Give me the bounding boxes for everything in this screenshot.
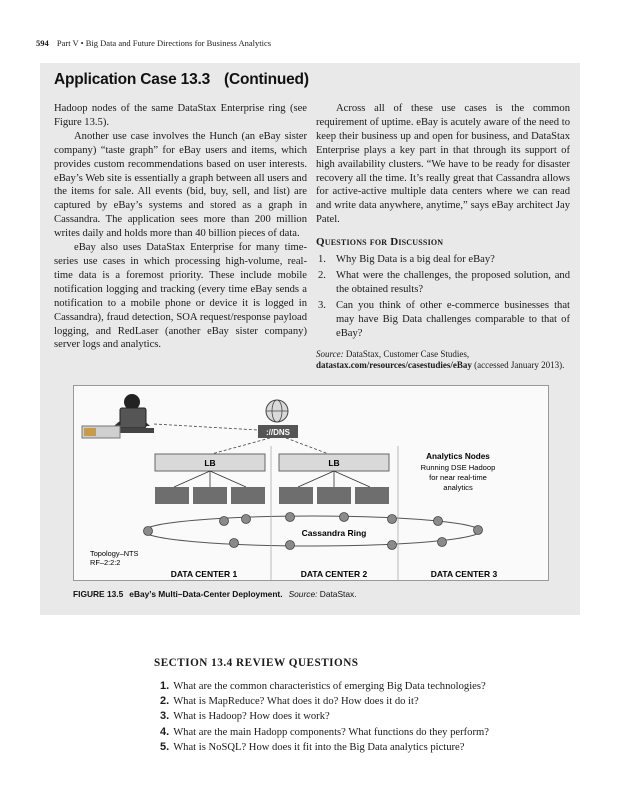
review-item [154,679,594,694]
review-item [154,740,594,755]
review-number: 4. [160,725,170,738]
questions-list [316,253,570,340]
topology-line1: Topology–NTS [90,549,139,558]
case-paragraph: Across all of these use cases is the common requirement of uptime. eBay is acutely aware of the need to keep their business up and open for business, and DataStax Enterprise plays a key part in that through its support of high availability clusters. “We have to be ready for disaster recovery all the time. It’s really great that Cassandra allows for active-active multiple data centers where we can read and write data anywhere, anytime,” says eBay architect Jay Patel. [316,103,570,226]
analytics-sub3: analytics [443,483,473,492]
data-center-2-label: DATA CENTER 2 [300,569,368,579]
review-item [154,709,594,724]
data-center-3-label: DATA CENTER 3 [430,569,498,579]
source-link[interactable]: datastax.com/resources/casestudies/eBay [316,360,472,370]
review-item [154,725,594,740]
review-text: What are the main Hadopp components? What functions do they perform? [173,726,489,738]
review-item [154,694,594,709]
server [355,487,389,504]
data-center-1-label: DATA CENTER 1 [170,569,238,579]
source-label: Source: [316,348,344,359]
question-item [316,299,570,341]
running-header [36,38,271,48]
case-left-column [54,102,307,352]
user-laptop-icon [82,394,154,438]
lb2-label: LB [328,458,340,468]
figure-label: FIGURE 13.5 [73,589,124,599]
running-head-text: Part V • Big Data and Future Directions for Business Analytics [56,38,272,48]
server [193,487,227,504]
analytics-title: Analytics Nodes [426,452,490,461]
source-text: DataStax, Customer Case Studies, [343,348,470,359]
source-accessed: (accessed January 2013). [471,360,565,370]
question-text: Why Big Data is a big deal for eBay? [336,254,495,266]
review-number: 2. [160,695,170,708]
case-continued: (Continued) [224,71,309,88]
review-list [154,679,594,755]
review-text: What are the common characteristics of emerging Big Data technologies? [173,681,486,692]
topology-line2: RF–2:2:2 [90,558,121,567]
figure-multi-datacenter [73,385,549,581]
case-paragraph: Hadoop nodes of the same DataStax Enterprise ring (see Figure 13.5). [54,103,307,128]
question-text: Can you think of other e-commerce businesses that may have Big Data challenges comparable to that of eBay? [336,299,570,339]
ring-label: Cassandra Ring [301,528,367,538]
deployment-diagram [74,386,550,582]
caption-title: eBay’s Multi–Data-Center Deployment. [129,589,283,599]
case-title-text: Application Case 13.3 [54,71,211,88]
case-paragraph: Another use case involves the Hunch (an eBay sister company) “taste graph” for eBay users and items, which provides custom recommendations based on user interests. eBay’s Web site is essentially a graph between all users and the items for sale. All events (bid, buy, sell, and list) are captured by eBay’s systems and stored as a graph in Cassandra. The application sees more than 200 million writes daily and holds more than 40 billion pieces of data. [54,130,307,240]
review-number: 5. [160,740,170,753]
caption-source-label: Source: [288,589,318,599]
server [155,487,189,504]
case-source [316,349,570,372]
server [231,487,265,504]
analytics-sub2: for near real-time [429,473,487,482]
analytics-sub1: Running DSE Hadoop [420,463,496,472]
questions-heading: Questions for Discussion [316,236,444,249]
question-item [316,253,570,267]
question-number: 2. [318,269,326,281]
caption-source-text: DataStax. [317,589,357,599]
question-number: 1. [318,254,326,266]
figure-caption [73,589,357,599]
question-text: What were the challenges, the proposed solution, and the obtained results? [336,269,570,295]
review-text: What is MapReduce? What does it do? How does it do it? [173,696,419,708]
dns-globe-icon [258,400,298,438]
lb1-label: LB [204,458,216,468]
server [279,487,313,504]
review-number: 1. [160,680,170,692]
review-questions-section [154,657,594,755]
review-text: What is NoSQL? How does it fit into the Big Data analytics picture? [173,741,465,753]
dns-label: ://DNS [266,428,290,437]
question-item [316,269,570,297]
question-number: 3. [318,299,326,311]
review-number: 3. [160,710,170,723]
case-paragraph: eBay also uses DataStax Enterprise for many time-series use cases in which processing high-volume, real-time data is a foremost priority. These include mobile notification logging and tracking (every time eBay sends a notification to a mobile phone or device it is logged in Cassandra), fraud detection, SOA request/response payload logging, and RedLaser (another eBay sister company) server logs and analytics. [54,242,307,351]
review-heading: SECTION 13.4 REVIEW QUESTIONS [154,657,359,669]
review-text: What is Hadoop? How does it work? [173,711,330,723]
case-title [54,71,309,89]
server [317,487,351,504]
case-right-column [316,102,570,372]
page-number: 594 [36,38,49,48]
